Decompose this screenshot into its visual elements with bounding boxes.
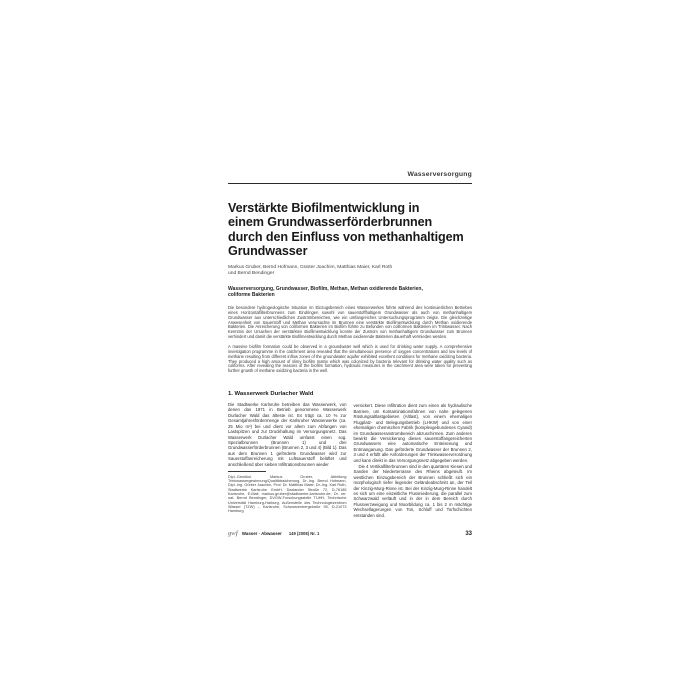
body-paragraph: Die Stadtwerke Karlsruhe betreiben das Wasserwerk, von denen das 1871 in Betrieb genommene Wasserwerk Durlacher Wald das älteste ist. Es trägt ca. 10 % zur Gesamtjahresfördermenge der Karlsruher Wasserwerke (ca. 25 Mio m³) bei und dient vor allem zum Abfangen von Lastspitzen und zur Druckhaltung im Versorgungsnetz. Das Wasserwerk Durlacher Wald umfasst einen sog. Spezialbrunnen (Brunnen 1) und drei Grundwasserförderbrunnen (Brunnen 2, 3 und 4) (Bild 1). Das aus dem Brunnen 1 geförderte Grundwasser wird zur Sauerstoffanreicherung mit Luftsauerstoff belüftet und anschließend über sieben Infiltrationsbrunnen wieder	[228, 401, 347, 467]
column-left	[228, 391, 347, 519]
title-line: Grundwasser	[228, 244, 308, 259]
footer-journal-info	[228, 530, 319, 537]
author-line: Markus Gruber, Bernd Hofmann, Günter Joachim, Matthias Maier, Karl Roth	[228, 264, 393, 270]
title-line: Verstärkte Biofilmentwicklung in	[228, 201, 420, 215]
journal-name: Wasser · Abwasser	[241, 531, 282, 536]
author-list	[228, 265, 472, 277]
footnote-divider	[228, 471, 266, 472]
keywords-line: Wasserversorgung, Grundwasser, Biofilm, Methan, Methan oxidierende Bakterien,	[228, 286, 423, 293]
page-footer	[228, 530, 472, 537]
body-columns	[228, 391, 472, 519]
footnote-affiliations: Dipl.-Geoökol. Markus Gruber, Abteilung Trinkwassergewinnung/Qualitätssicherung, Dr.-Ing. Bernd Hofmann, Dipl.-Ing. Günter Joachim, Prof. Dr. Matthias Maier, Dr.-Ing. Karl Roth, Stadtwerke Karlsruhe GmbH, Daxlander Straße 72, D-76185 Karlsruhe, E-Mail: markus.gruber@stadtwerke-karlsruhe.de; Dr. rer. nat. Bernd Bendinger, DVGW-Forschungsstelle TUHH, Technische Universität Hamburg-Harburg, Außenstelle des Technologiezentrum Wasser (TZW) – Karlsruhe, Schwarzenbergstraße 95, D-21073 Hamburg	[228, 474, 347, 514]
keywords	[228, 286, 472, 298]
journal-issue: 149 (2008) Nr. 1	[288, 531, 320, 536]
author-line: und Bernd Bendinger	[228, 270, 275, 276]
body-paragraph: Die 4 Vertikalfilterbrunnen sind in den quartären Kiesen und Sanden der Niederterrasse des Rheins abgeteuft. Im westlichen Einzugsbereich der Brunnen schließt sich ein morphologisch tiefer liegender Geländeabschnitt an, der Teil der Kinzig-Murg-Rinne ist. Bei der Kinzig-Murg-Rinne handelt es sich um eine eiszeitliche Flussniederung, die parallel zum Schwarzwald verläuft und in der in dem Bereich durch Flussverzweigung und Moorbildung ca. 1 bis 2 m mächtige Wechsellagerungen von Ton, Schluff und Torfschichten entstanden sind.	[353, 463, 472, 518]
category-header	[228, 163, 472, 184]
journal-logo: gwf	[228, 530, 238, 537]
page-number: 33	[465, 531, 472, 537]
abstract-german: Die besondere hydrogeologische Situation im Einzugsbereich eines Wasserwerkes führte während des kontinuierlichen Betriebes eines Horizontalfilterbrunnens zum Eindringen sowohl von sauerstoffhaltigem Grundwasser als auch von methanhaltigem Grundwasser aus unterschiedlichen Zuströmbereichen, wie ein umfangreiches Untersuchungsprogramm zeigte. Die gleichzeitige Anwesenheit von Sauerstoff und Methan verursachte im Brunnen eine verstärkte Biofilmentwicklung durch Methan oxidierende Bakterien. Die Anreicherung von coliformen Bakterien im Biofilm führte zu Befunden von coliformen Bakterien im Trinkwasser. Nach Kenntnis der Ursachen der verstärkten Biofilmentwicklung konnte der Zustrom von methanhaltigem Grundwasser zum Brunnen verhindert und damit die verstärkte Biofilmentwicklung durch Methan oxidierende Bakterien dauerhaft vermieden werden.	[228, 305, 472, 339]
body-paragraph: versickert. Diese Infiltration dient zum einen als hydraulische Barriere, um Kontaminationsfahnen von nahe gelegenen Rüstungsaltlastgebieten (Altlast), von einem ehemaligen Flugplatz- und Belegungsbetrieb (LHKW) und von einer ehemaligen chemischen Fabrik (komplexgebundenes Cyanid) im Grundwasseranstrombereich abzuschirmen. Zum anderen bewirkt die Versickerung dieses sauerstoffangereicherten Grundwassers eine automatische Enteisenung und Entmanganung. Das geförderte Grundwasser der Brunnen 2, 3 und 4 erfüllt alle Anforderungen der Trinkwasserverordnung und kann direkt in das Versorgungsnetz abgegeben werden.	[353, 403, 472, 463]
article-page	[228, 163, 472, 548]
abstract-english: A massive biofilm formation could be observed in a groundwater well which is used for drinking water supply. A comprehensive investigation programme in the catchment area revealed that the simultaneous presence of oxygen concentrations and low levels of methane resulting from different inflow zones of the groundwater aquifer exhibited excellent conditions for methane oxidizing bacteria. They produced a high amount of slimy biofilm matrix which was colonized by bacteria relevant for drinking water quality such as coliforms. After revealing the reasons of the biofilm formation, hydraulic measures in the catchment area were taken for preventing further growth of methane oxidizing bacteria in the well.	[228, 344, 472, 374]
article-title	[228, 201, 472, 259]
column-right	[354, 391, 473, 519]
title-line: einem Grundwasserförderbrunnen	[228, 215, 433, 230]
title-line: durch den Einfluss von methanhaltigem	[228, 229, 464, 244]
keywords-line: coliforme Bakterien	[228, 292, 275, 299]
section-heading: 1. Wasserwerk Durlacher Wald	[228, 390, 314, 397]
category-label: Wasserversorgung	[407, 171, 472, 178]
